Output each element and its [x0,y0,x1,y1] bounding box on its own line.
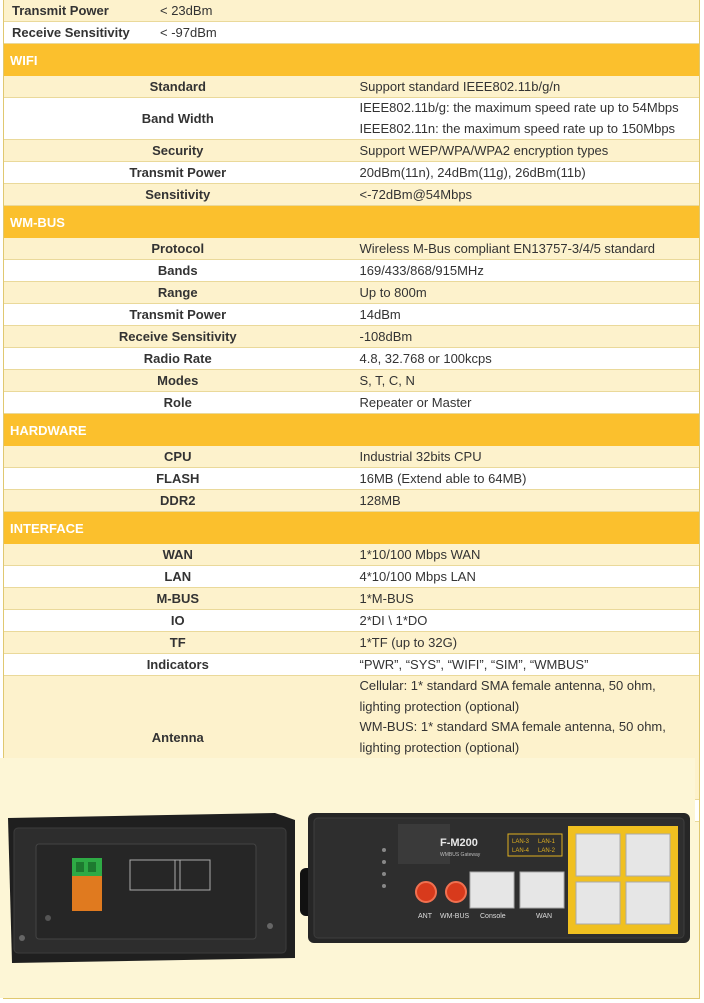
spec-label: Standard [4,76,352,98]
spec-row [4,162,699,184]
spec-value [352,370,700,392]
spec-value [352,348,700,370]
section-title: WM-BUS [4,206,699,239]
spec-value [352,610,700,632]
spec-row [4,392,699,414]
spec-label: M-BUS [4,588,352,610]
spec-row [4,76,699,98]
lan-label: LAN-2 [538,848,556,854]
section-header [4,414,699,447]
spec-row [4,544,699,566]
spec-label: Protocol [4,238,352,260]
port-label-wmbus: WM-BUS [440,913,470,920]
spec-value-line: 14dBm [359,307,401,322]
spec-row [4,370,699,392]
spec-row [4,238,699,260]
spec-row [4,588,699,610]
spec-value: < -97dBm [152,22,699,44]
spec-label: Transmit Power [4,304,352,326]
top-spec-table [4,0,699,44]
spec-value-line: 169/433/868/915MHz [359,263,484,278]
port-label-wan: WAN [536,913,553,920]
spec-row [4,446,699,468]
spec-value-line: 2*DI \ 1*DO [359,613,428,628]
spec-value-line: S, T, C, N [359,373,415,388]
spec-value-line: WM-BUS: 1* standard SMA female antenna, 50 ohm, lighting protection (optional) [359,719,666,755]
spec-label: Role [4,392,352,414]
port-label-console: Console [480,913,506,920]
spec-value-line: “PWR”, “SYS”, “WIFI”, “SIM”, “WMBUS” [359,657,589,672]
spec-value [352,98,700,140]
spec-value-line: IEEE802.11b/g: the maximum speed rate up to 54Mbps [359,100,679,115]
spec-value-line: -108dBm [359,329,413,344]
spec-label: Radio Rate [4,348,352,370]
spec-row [4,98,699,140]
spec-row [4,304,699,326]
spec-value [352,392,700,414]
spec-value-line: 4*10/100 Mbps LAN [359,569,476,584]
spec-label: Receive Sensitivity [4,326,352,348]
spec-label: WAN [4,544,352,566]
model-subtitle: WMBUS Gateway [440,852,481,858]
spec-value: < 23dBm [152,0,699,22]
spec-label: Indicators [4,654,352,676]
section-header [4,206,699,239]
spec-label: Transmit Power [4,0,152,22]
spec-label: Receive Sensitivity [4,22,152,44]
spec-row [4,348,699,370]
spec-value [352,184,700,206]
product-photo [0,758,695,998]
spec-label: Sensitivity [4,184,352,206]
spec-value [352,468,700,490]
spec-value-line: 128MB [359,493,401,508]
spec-row [4,566,699,588]
spec-label: Bands [4,260,352,282]
spec-label: FLASH [4,468,352,490]
spec-row [4,654,699,676]
spec-value-line: Wireless M-Bus compliant EN13757-3/4/5 standard [359,241,656,256]
spec-value-line: 1*10/100 Mbps WAN [359,547,481,562]
section-title: INTERFACE [4,512,699,545]
spec-label: Transmit Power [4,162,352,184]
spec-label: LAN [4,566,352,588]
spec-row [4,0,699,22]
section-header [4,44,699,76]
spec-row [4,140,699,162]
section-title: HARDWARE [4,414,699,447]
lan-label: LAN-4 [512,848,530,854]
spec-value-line: 20dBm(11n), 24dBm(11g), 26dBm(11b) [359,165,586,180]
spec-value-line: <-72dBm@54Mbps [359,187,473,202]
spec-value [352,632,700,654]
spec-value [352,566,700,588]
model-label: F-M200 [440,837,478,849]
spec-label: IO [4,610,352,632]
spec-value-line: IEEE802.11n: the maximum speed rate up to 150Mbps [359,120,676,136]
spec-row [4,184,699,206]
spec-label: Antenna [4,676,352,800]
spec-sections [4,44,699,822]
device-illustration [0,758,695,998]
spec-value-line: 1*TF (up to 32G) [359,635,458,650]
spec-value [352,76,700,98]
spec-row [4,632,699,654]
spec-value-line: Support WEP/WPA/WPA2 encryption types [359,143,609,158]
spec-row [4,490,699,512]
spec-value [352,654,700,676]
spec-value [352,260,700,282]
spec-label: Modes [4,370,352,392]
spec-label: Range [4,282,352,304]
spec-value-line: Cellular: 1* standard SMA female antenna, 50 ohm, lighting protection (optional) [359,678,656,714]
spec-value [352,490,700,512]
spec-value [352,544,700,566]
spec-value [352,282,700,304]
spec-value [352,588,700,610]
spec-value-line: Repeater or Master [359,395,472,410]
spec-value-line: Support standard IEEE802.11b/g/n [359,79,561,94]
spec-row [4,282,699,304]
spec-label: DDR2 [4,490,352,512]
lan-label: LAN-3 [512,839,530,845]
spec-row [4,260,699,282]
lan-label: LAN-1 [538,839,556,845]
spec-row [4,468,699,490]
spec-value [352,140,700,162]
spec-value [352,304,700,326]
spec-value-line: 1*M-BUS [359,591,414,606]
device-rear-view [8,813,295,963]
spec-value-line: Up to 800m [359,285,427,300]
spec-row [4,22,699,44]
spec-label: Band Width [4,98,352,140]
spec-value [352,446,700,468]
section-title: WIFI [4,44,699,76]
section-header [4,512,699,545]
spec-value-line: 16MB (Extend able to 64MB) [359,471,527,486]
spec-row [4,326,699,348]
spec-label: Security [4,140,352,162]
spec-row [4,610,699,632]
spec-value [352,162,700,184]
spec-value-line: 4.8, 32.768 or 100kcps [359,351,492,366]
spec-value-line: Industrial 32bits CPU [359,449,482,464]
device-front-view [308,813,690,943]
spec-label: TF [4,632,352,654]
spec-value [352,326,700,348]
port-label-ant: ANT [418,913,432,920]
spec-value [352,238,700,260]
spec-label: CPU [4,446,352,468]
